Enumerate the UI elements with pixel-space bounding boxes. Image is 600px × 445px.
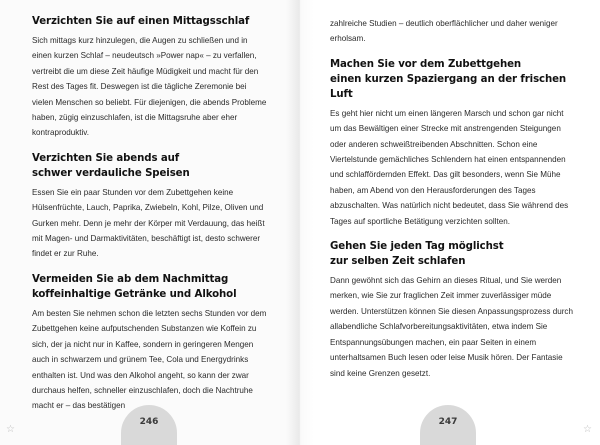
- left-text-column: [32, 14, 268, 424]
- section-body-speisen: Essen Sie ein paar Stunden vor dem Zubettgehen keine Hülsenfrüchte, Lauch, Paprika, Zwiebeln, Kohl, Pilze, Oliven und Gurken mehr. Denn je mehr der Körper mit Verdauung, das heißt mit Magen- und Darmaktivitäten, beschäftigt ist, desto schwerer findet er zur Ruhe.: [32, 187, 265, 259]
- right-text-column: [330, 16, 576, 391]
- section-body-schlafenszeit: Dann gewöhnt sich das Gehirn an dieses Ritual, und Sie werden merken, wie Sie zur fraglichen Zeit immer zuverlässiger müde werden. Unterstützen können Sie diesen Anpassungsprozess durch allabendliche Schlafvorbereitungsaktivitäten, etwa indem Sie Entspannungsübungen machen, ein paar Seiten in einem unterhaltsamen Buch lesen oder leise Musik hören. Der Fantasie sind keine Grenzen gesetzt.: [330, 276, 573, 378]
- page-number: 247: [438, 417, 458, 427]
- star-icon: ☆: [6, 424, 15, 435]
- section-heading-mittagsschlaf: Verzichten Sie auf einen Mittagsschlaf: [32, 16, 250, 27]
- section-heading-koffein: Vermeiden Sie ab dem Nachmittag koffeinhaltige Getränke und Alkohol: [32, 273, 237, 300]
- section-body-koffein: Am besten Sie nehmen schon die letzten sechs Stunden vor dem Zubettgehen keine aufputschenden Substanzen wie Koffein zu sich, der ja nicht nur in Kaffee, sondern in geringeren Mengen auch in schwarzem und grünem Tee, Cola und Energydrinks enthalten ist. Und was den Alkohol angeht, so kann der zwar durchaus helfen, schneller einzuschlafen, doch die Nachtruhe macht er – das bestätigen: [32, 308, 267, 411]
- continuation-text: zahlreiche Studien – deutlich oberflächlicher und daher weniger erholsam.: [330, 19, 558, 44]
- page-number-tab-left: [121, 401, 177, 445]
- section-heading-speisen: Verzichten Sie abends auf schwer verdauliche Speisen: [32, 152, 190, 179]
- section-heading-schlafenszeit: Gehen Sie jeden Tag möglichst zur selben Zeit schlafen: [330, 241, 504, 268]
- section-heading-spaziergang: Machen Sie vor dem Zubettgehen einen kurzen Spaziergang an der frischen Luft: [330, 58, 567, 100]
- right-page: [300, 0, 600, 445]
- star-icon: ☆: [583, 424, 592, 435]
- page-number-tab-right: [420, 401, 476, 445]
- page-number: 246: [139, 417, 159, 427]
- section-body-spaziergang: Es geht hier nicht um einen längeren Marsch und schon gar nicht um das Bewältigen einer Strecke mit anstrengenden Steigungen oder anderen schweißtreibenden Abschnitten. Schon eine Viertelstunde gemächliches Schlendern hat einen entspannenden und schlaffördernden Effekt. Das gilt besonders, wenn Sie Mühe haben, am Abend von den Herausforderungen des Tages abzuschalten. Was natürlich nicht bedeutet, dass Sie während des Tages auf sportliche Betätigung verzichten sollten.: [330, 108, 569, 226]
- section-body-mittagsschlaf: Sich mittags kurz hinzulegen, die Augen zu schließen und in einen kurzen Schlaf – neudeutsch »Power nap« – zu verfallen, vertreibt die um diese Zeit häufige Müdigkeit und macht für den Rest des Tages fit. Deswegen ist die tägliche Zeremonie bei vielen Menschen so beliebt. Für diejenigen, die abends Probleme haben, zügig einzuschlafen, ist die Mittagsruhe aber eher kontraproduktiv.: [32, 36, 267, 138]
